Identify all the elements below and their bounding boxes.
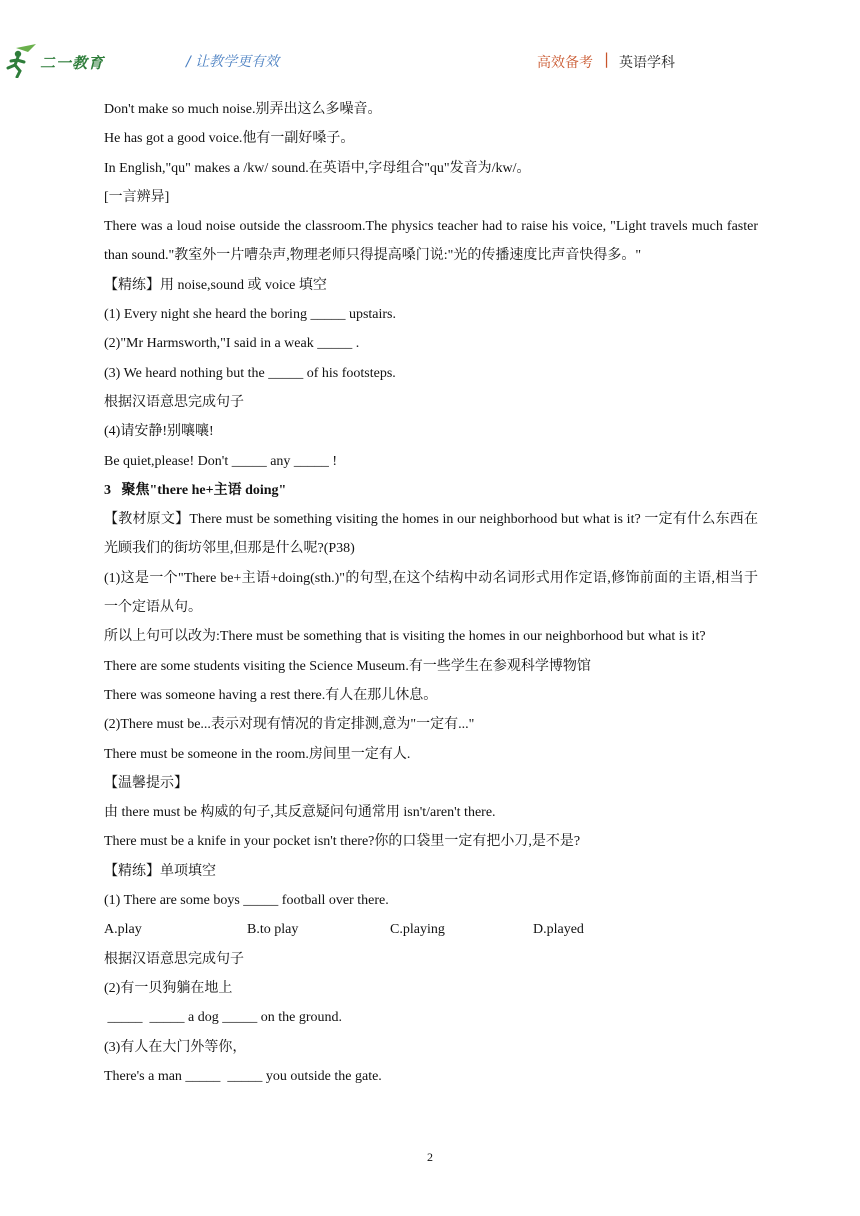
text-line: Don't make so much noise.别弄出这么多噪音。 (104, 102, 382, 117)
exercise-item: (1) There are some boys _____ football over there. (104, 893, 389, 909)
option-d: D.played (533, 922, 584, 938)
exercise-item: (1) Every night she heard the boring _____ upstairs. (104, 307, 396, 323)
text-line: 所以上句可以改为:There must be something that is visiting the homes in our neighborhood but what is it? (104, 629, 706, 645)
text-line: There must be a knife in your pocket isn't there?你的口袋里一定有把小刀,是不是? (104, 834, 581, 850)
text-line: (2)There must be...表示对现有情况的肯定排测,意为"一定有..." (104, 717, 475, 733)
logo (2, 44, 112, 78)
header-slogan: / 让教学更有效 (186, 54, 280, 70)
header-tag-subject: 英语学科 (619, 55, 675, 71)
exercise-item: (2)"Mr Harmsworth,"I said in a weak _____ . (104, 336, 360, 352)
header-separator: | (604, 50, 610, 68)
text-line: There was someone having a rest there.有人在那儿休息。 (104, 687, 438, 703)
paragraph: (1)这是一个"There be+主语+doing(sth.)"的句型,在这个结构中动名词形式用作定语,修饰前面的主语,相当于一个定语从句。 (104, 570, 758, 616)
paragraph: There was a loud noise outside the classroom.The physics teacher had to raise his voice, "Light travels much faster than sound."教室外一片嘈杂声,物理老师只得提高嗓门说:"光的传播速度比声音快得多。" (104, 219, 758, 264)
exercise-item: _____ _____ a dog _____ on the ground. (104, 1010, 342, 1026)
text-line: 由 there must be 构威的句子,其反意疑问句通常用 isn't/aren't there. (104, 805, 496, 821)
paragraph: 【教材原文】There must be something visiting the homes in our neighborhood but what is it? 一定有什么东西在光顾我们的街坊邻里,但那是什么呢?(P38) (104, 512, 758, 557)
header-tag-exam: 高效备考 (537, 55, 593, 71)
answer-options (104, 915, 758, 944)
text-line: 根据汉语意思完成句子 (104, 951, 244, 967)
exercise-heading: 【精练】单项填空 (104, 863, 216, 879)
exercise-heading: 【精练】用 noise,sound 或 voice 填空 (104, 277, 327, 293)
text-line: [一言辨异] (104, 189, 170, 205)
text-line: 根据汉语意思完成句子 (104, 394, 244, 410)
exercise-item: (3) We heard nothing but the _____ of his footsteps. (104, 365, 396, 381)
running-figure-icon (2, 44, 42, 78)
document-body (104, 95, 758, 1091)
exercise-item: (4)请安静!别嚷嚷! (104, 424, 214, 440)
exercise-item: (3)有人在大门外等你， (104, 1039, 247, 1055)
page-header (0, 0, 860, 90)
option-c: C.playing (390, 922, 445, 938)
exercise-item: There's a man _____ _____ you outside the gate. (104, 1068, 382, 1084)
exercise-item: (2)有一贝狗躺在地上 (104, 980, 233, 996)
logo-text: 二一教育 (40, 54, 105, 72)
text-line: He has got a good voice.他有一副好嗓子。 (104, 131, 355, 147)
text-line: There are some students visiting the Science Museum.有一些学生在参观科学博物馆 (104, 658, 591, 674)
text-line: There must be someone in the room.房间里一定有人. (104, 746, 411, 762)
page-number: 2 (427, 1150, 433, 1164)
option-b: B.to play (247, 922, 299, 938)
text-line: In English,"qu" makes a /kw/ sound.在英语中,字母组合"qu"发音为/kw/。 (104, 160, 531, 176)
tip-heading: 【温馨提示】 (104, 775, 188, 791)
section-heading: 3 聚焦"there he+主语 doing" (104, 482, 287, 498)
option-a: A.play (104, 922, 142, 938)
exercise-item: Be quiet,please! Don't _____ any _____ ! (104, 453, 338, 469)
